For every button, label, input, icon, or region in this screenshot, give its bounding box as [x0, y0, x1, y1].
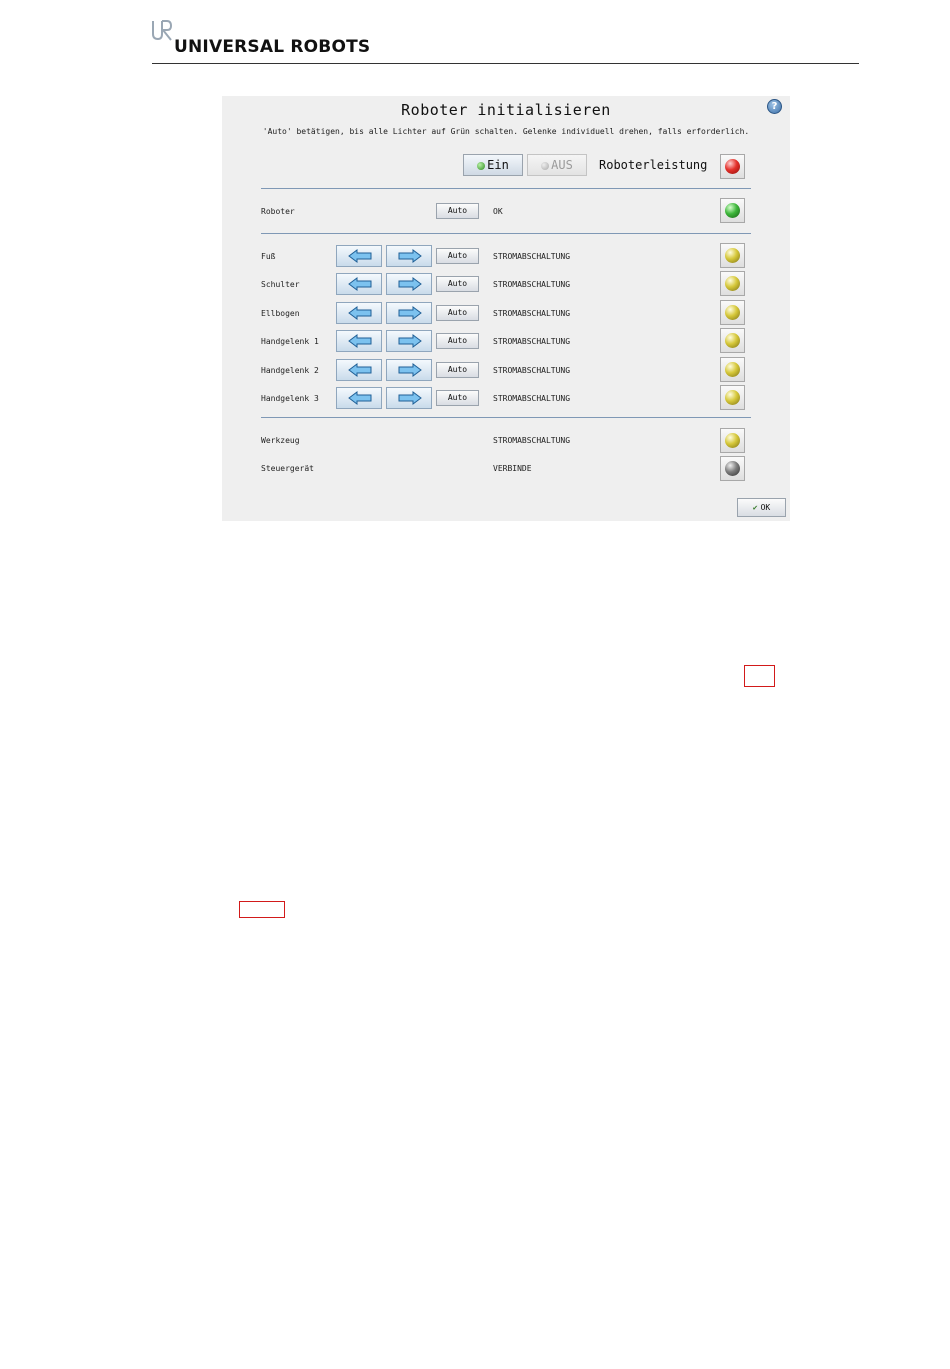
joint-label: Handgelenk 1 — [261, 337, 319, 347]
instruction-text: 'Auto' betätigen, bis alle Lichter auf Grün schalten. Gelenke individuell drehen, falls erforderlich. — [262, 127, 750, 136]
power-on-label: Ein — [487, 158, 509, 172]
rotate-right-button[interactable] — [386, 245, 432, 267]
robot-auto-button[interactable]: Auto — [436, 203, 479, 219]
yellow-light-icon — [725, 276, 740, 291]
yellow-light-icon — [725, 248, 740, 263]
help-icon[interactable]: ? — [767, 99, 782, 114]
arrow-left-icon — [348, 277, 372, 291]
green-light-icon — [725, 203, 740, 218]
arrow-right-icon — [398, 363, 422, 377]
power-on-icon — [477, 162, 485, 170]
controller-label: Steuergerät — [261, 464, 314, 473]
ur-logo-icon — [152, 20, 172, 42]
joint-label: Handgelenk 3 — [261, 394, 319, 403]
joint-lamp — [720, 243, 745, 268]
tool-lamp — [720, 428, 745, 453]
tool-label: Werkzeug — [261, 436, 300, 445]
joint-lamp — [720, 385, 745, 410]
joint-status: STROMABSCHALTUNG — [493, 308, 571, 318]
joint-auto-button[interactable]: Auto — [436, 390, 479, 406]
joint-auto-button[interactable]: Auto — [436, 362, 479, 378]
rotate-right-button[interactable] — [386, 302, 432, 324]
joint-lamp — [720, 300, 745, 325]
controller-status: VERBINDE — [493, 464, 532, 473]
rotate-right-button[interactable] — [386, 359, 432, 381]
arrow-right-icon — [398, 306, 422, 320]
rotate-right-button[interactable] — [386, 330, 432, 352]
yellow-light-icon — [725, 362, 740, 377]
controller-lamp — [720, 456, 745, 481]
rotate-left-button[interactable] — [336, 359, 382, 381]
rotate-left-button[interactable] — [336, 302, 382, 324]
yellow-light-icon — [725, 305, 740, 320]
rotate-left-button[interactable] — [336, 273, 382, 295]
brand-name: UNIVERSAL ROBOTS — [174, 37, 371, 57]
robot-label: Roboter — [261, 207, 295, 216]
power-on-button[interactable] — [463, 154, 523, 176]
arrow-left-icon — [348, 334, 372, 348]
joint-label: Handgelenk 2 — [261, 365, 319, 375]
robot-lamp — [720, 198, 745, 223]
joint-status: STROMABSCHALTUNG — [493, 365, 571, 375]
ok-label: OK — [760, 503, 771, 512]
robot-power-label: Roboterleistung — [599, 158, 708, 172]
joint-status: STROMABSCHALTUNG — [493, 252, 571, 261]
yellow-light-icon — [725, 390, 740, 405]
grey-light-icon — [725, 461, 740, 476]
joint-label: Ellbogen — [261, 308, 300, 318]
arrow-right-icon — [398, 391, 422, 405]
arrow-left-icon — [348, 249, 372, 263]
joint-status: STROMABSCHALTUNG — [493, 394, 571, 403]
joint-auto-button[interactable]: Auto — [436, 305, 479, 321]
joint-lamp — [720, 357, 745, 382]
yellow-light-icon — [725, 333, 740, 348]
rotate-left-button[interactable] — [336, 245, 382, 267]
power-off-icon — [541, 162, 549, 170]
joint-label: Schulter — [261, 280, 300, 290]
rotate-right-button[interactable] — [386, 387, 432, 409]
rotate-left-button[interactable] — [336, 387, 382, 409]
joint-label: Fuß — [261, 252, 276, 261]
red-light-icon — [725, 159, 740, 174]
rotate-right-button[interactable] — [386, 273, 432, 295]
joint-auto-button[interactable]: Auto — [436, 276, 479, 292]
annotation-box — [239, 901, 285, 918]
power-off-button[interactable] — [527, 154, 587, 176]
joint-lamp — [720, 328, 745, 353]
header-divider — [152, 63, 859, 64]
tool-status: STROMABSCHALTUNG — [493, 436, 571, 445]
divider — [261, 188, 751, 189]
joint-status: STROMABSCHALTUNG — [493, 337, 571, 347]
yellow-light-icon — [725, 433, 740, 448]
divider — [261, 417, 751, 418]
rotate-left-button[interactable] — [336, 330, 382, 352]
check-icon: ✔ — [752, 503, 758, 512]
joint-auto-button[interactable]: Auto — [436, 333, 479, 349]
arrow-left-icon — [348, 363, 372, 377]
power-off-label: AUS — [551, 158, 573, 172]
arrow-right-icon — [398, 277, 422, 291]
arrow-left-icon — [348, 306, 372, 320]
dialog-title: Roboter initialisieren — [401, 101, 611, 119]
robot-status: OK — [493, 207, 503, 216]
joint-lamp — [720, 271, 745, 296]
annotation-box — [744, 665, 775, 687]
joint-auto-button[interactable]: Auto — [436, 248, 479, 264]
robot-power-lamp — [720, 154, 745, 179]
ok-button[interactable] — [737, 498, 786, 517]
arrow-right-icon — [398, 334, 422, 348]
page-header — [152, 20, 859, 64]
arrow-right-icon — [398, 249, 422, 263]
init-robot-dialog — [222, 96, 790, 521]
arrow-left-icon — [348, 391, 372, 405]
divider — [261, 233, 751, 234]
joint-status: STROMABSCHALTUNG — [493, 280, 571, 290]
